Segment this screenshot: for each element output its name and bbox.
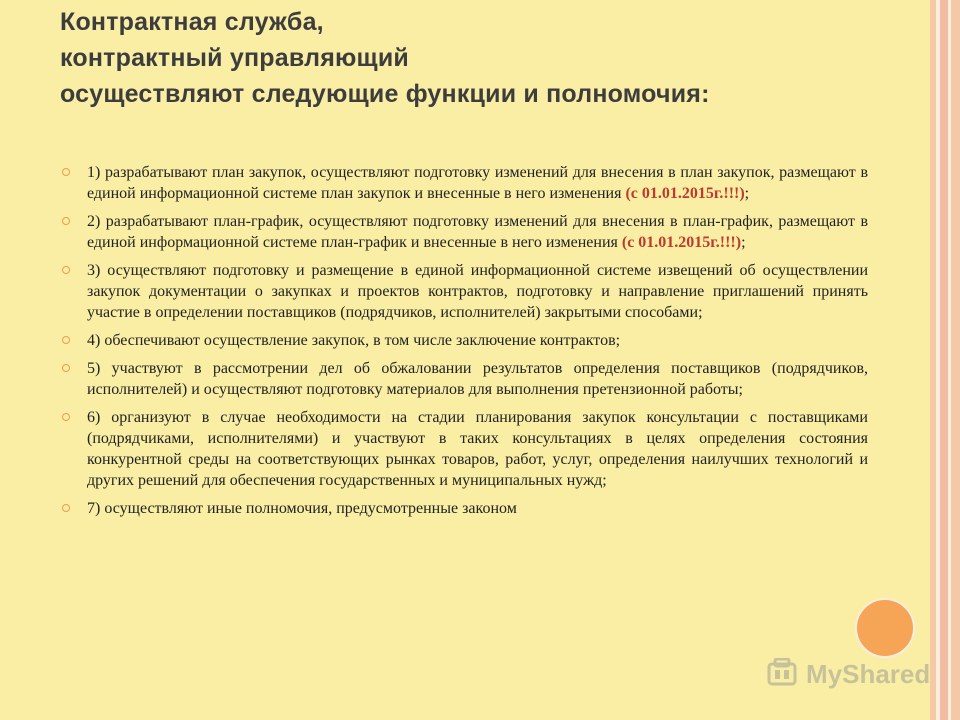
bullet-icon	[62, 504, 70, 512]
slide-title	[60, 4, 710, 112]
bullet-icon	[62, 217, 70, 225]
functions-list	[62, 162, 868, 526]
bullet-icon	[62, 266, 70, 274]
item-text: 4) обеспечивают осуществление закупок, в том числе заключение контрактов;	[87, 332, 621, 349]
watermark-text: MyShared	[806, 659, 931, 689]
item-text: 1) разрабатывают план закупок, осуществляют подготовку изменений для внесения в план закупок, размещают в единой информационной системе план закупок и внесенные в него изменения	[87, 164, 868, 202]
title-line-2: контрактный управляющий	[60, 44, 409, 72]
bullet-icon	[62, 413, 70, 421]
date-highlight: (с 01.01.2015г.!!!)	[625, 185, 745, 202]
list-item	[62, 358, 868, 400]
myshared-logo-icon	[766, 658, 800, 688]
item-text: 6) организуют в случае необходимости на стадии планирования закупок консультации с поставщиками (подрядчиками, исполнителями) и участвуют в таких консультациях в целях определения состояния конкурентной среды на соответствующих рынках товаров, работ, услуг, определения наилучших технологий и других решений для обеспечения государственных и муниципальных нужд;	[87, 409, 868, 489]
item-text: 3) осуществляют подготовку и размещение в единой информационной системе извещений об осуществлении закупок документации о закупках и проектов контрактов, подготовку и направление приглашений принять участие в определении поставщиков (подрядчиков, исполнителей) закрытыми способами;	[87, 262, 868, 321]
title-line-3: осуществляют следующие функции и полномочия:	[60, 80, 710, 108]
bullet-icon	[62, 364, 70, 372]
title-line-1: Контрактная служба,	[60, 8, 324, 36]
date-highlight: (с 01.01.2015г.!!!)	[621, 234, 742, 251]
myshared-watermark	[766, 656, 931, 692]
list-item	[62, 407, 868, 491]
list-item	[62, 211, 868, 253]
list-item	[62, 498, 868, 519]
item-tail: ;	[741, 234, 746, 251]
decorative-stripe	[951, 0, 960, 720]
item-text: 2) разрабатывают план-график, осуществляют подготовку изменений для внесения в план-график, размещают в единой информационной системе план-график и внесенные в него изменения	[87, 213, 868, 251]
list-item	[62, 330, 868, 351]
item-tail: ;	[744, 185, 750, 202]
item-text: 7) осуществляют иные полномочия, предусмотренные законом	[87, 500, 517, 517]
decorative-circle	[855, 598, 915, 658]
bullet-icon	[62, 336, 70, 344]
item-text: 5) участвуют в рассмотрении дел об обжаловании результатов определения поставщиков (подрядчиков, исполнителей) и осуществляют подготовку материалов для выполнения претензионной работы;	[87, 360, 868, 398]
decorative-stripe	[940, 0, 948, 720]
list-item	[62, 162, 868, 204]
list-item	[62, 260, 868, 323]
bullet-icon	[62, 168, 70, 176]
